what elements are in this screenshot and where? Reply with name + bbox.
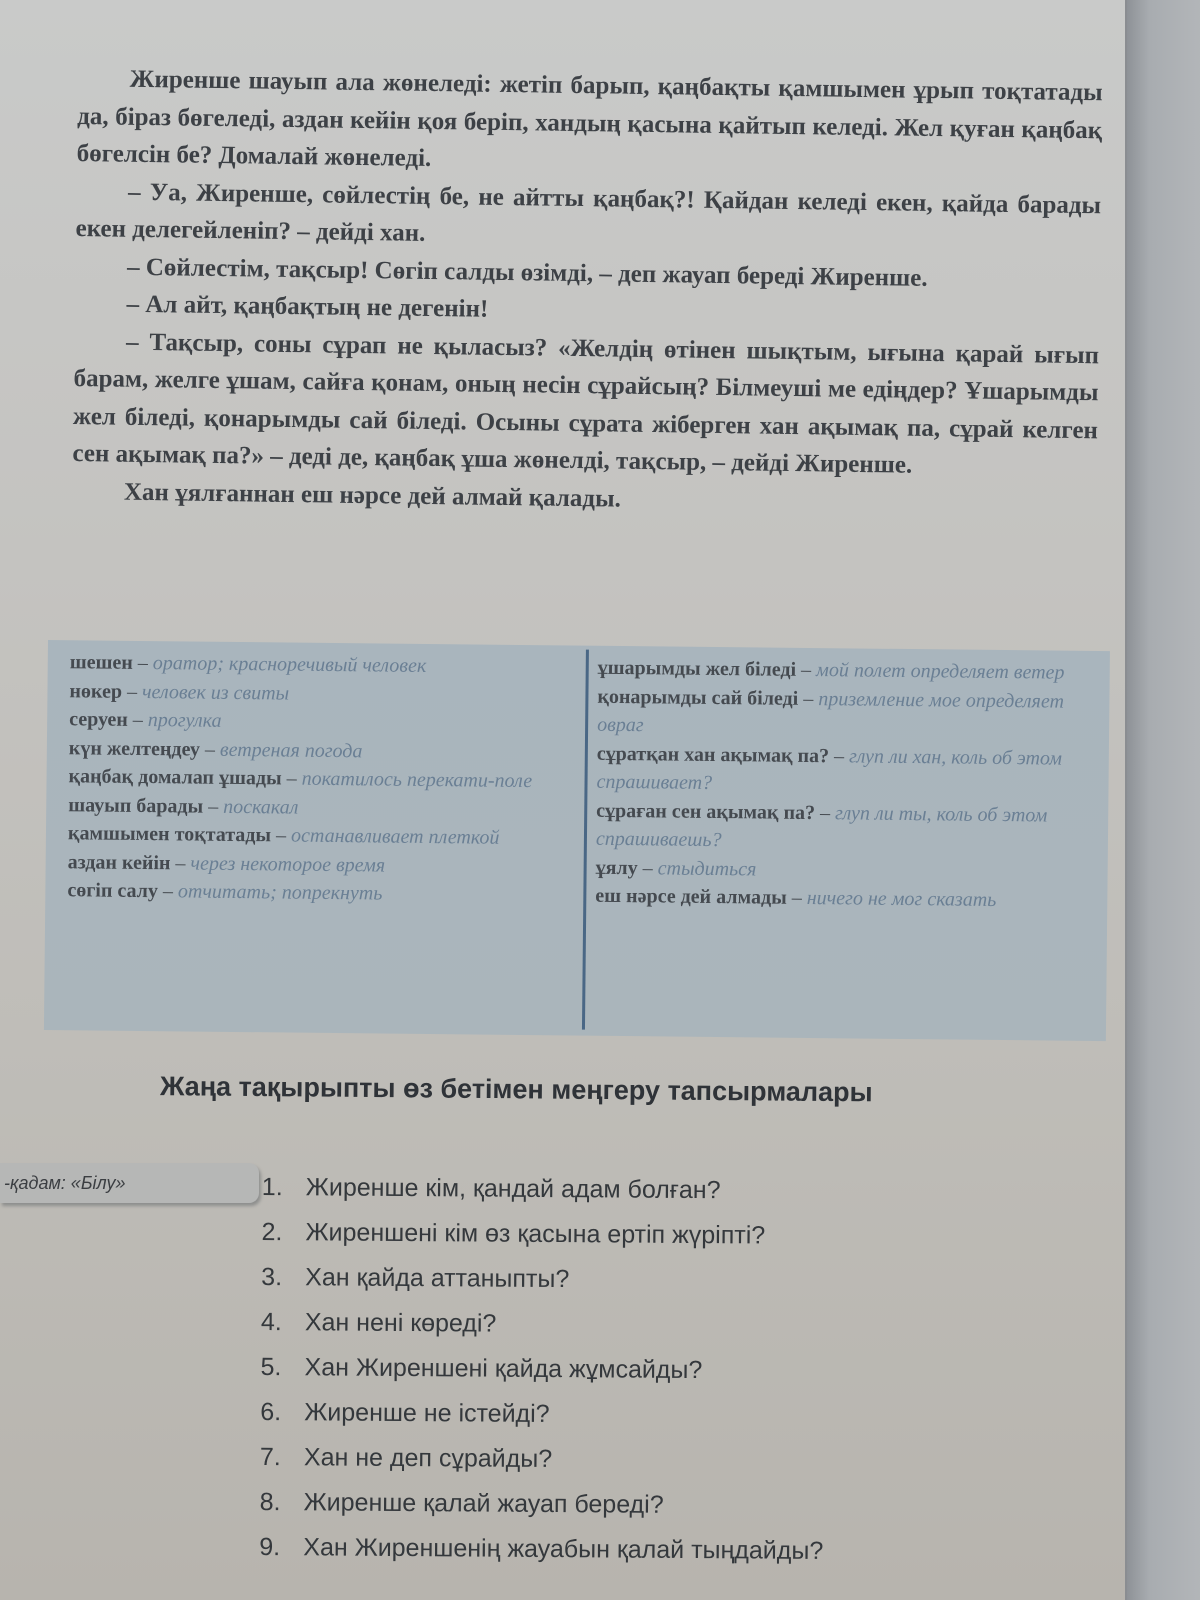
glossary-entry: шешен – оратор; красноречивый человек [69,651,427,677]
glossary-entry: қаңбақ домалап ұшады – покатилось перекати-поле [68,765,533,793]
question-item [261,1210,1081,1261]
glossary-entry: сұратқан хан ақымақ па? – глуп ли хан, коль об этом спрашивает? [596,742,1063,794]
section-heading: Жаңа тақырыпты өз бетімен меңгеру тапсырмалары [159,1071,873,1108]
question-text: Хан Жиреншенің жауабын қалай тыңдайды? [303,1533,824,1565]
glossary-translation: мой полет определяет ветер [816,659,1065,684]
glossary-translation: ничего не мог сказать [806,886,997,911]
glossary-left-column [67,648,570,910]
glossary-right-column [595,654,1098,916]
glossary-translation: ветреная погода [219,738,363,762]
glossary-translation: человек из свиты [141,680,290,705]
question-number: 2. [261,1217,283,1247]
glossary-term: сұраған сен ақымақ па? [596,799,816,824]
question-number: 3. [261,1262,283,1292]
glossary-translation: поскакал [223,795,299,819]
question-text: Жиренше кім, қандай адам болған? [305,1173,721,1205]
glossary-entry: еш нәрсе дей алмады – ничего не мог сказать [595,884,997,911]
glossary-translation: останавливает плеткой [290,824,500,849]
question-item [260,1435,1080,1486]
glossary-translation: приземление мое определяет овраг [597,687,1065,737]
glossary-translation: покатилось перекати-поле [301,767,533,793]
question-number: 4. [260,1307,282,1337]
glossary-term: серуен [69,708,128,731]
question-text: Хан нені көреді? [304,1308,497,1338]
glossary-entry: қамшымен тоқтатады – останавливает плеткой [67,822,500,849]
glossary-entry: аздан кейін – через некоторое время [67,850,386,877]
question-text: Жиренше не істейді? [304,1398,550,1429]
glossary-term: шауып барады [68,793,204,818]
glossary-term: еш нәрсе дей алмады [595,884,787,909]
glossary-entry: нөкер – человек из свиты [69,679,290,705]
glossary-term: қамшымен тоқтатады [67,822,272,847]
glossary-term: ұялу [595,856,638,879]
question-text: Хан Жиреншені қайда жұмсайды? [304,1353,703,1385]
question-item [261,1300,1081,1351]
glossary-divider [582,650,589,1030]
glossary-term: шешен [69,651,133,674]
glossary-term: аздан кейін [67,850,171,874]
question-text: Жиренше қалай жауап береді? [303,1488,664,1519]
glossary-translation: отчитать; попрекнуть [177,880,383,905]
glossary-term: сұратқан хан ақымақ па? [596,742,830,767]
glossary-term: нөкер [69,679,123,703]
question-number: 1. [261,1172,283,1202]
glossary-term: ұшарымды жел біледі [597,656,797,681]
question-text: Жиреншені кім өз қасына ертіп жүріпті? [305,1218,766,1250]
question-list [259,1165,1082,1576]
glossary-translation: через некоторое время [190,852,386,877]
glossary-translation: стыдиться [657,856,757,880]
glossary-entry: ұшарымды жел біледі – мой полет определяет ветер [597,656,1065,684]
story-paragraph: Хан ұялғаннан еш нәрсе дей алмай қалады. [123,478,622,513]
question-item [259,1525,1079,1576]
glossary-translation: оратор; красноречивый человек [152,652,427,677]
question-number: 9. [259,1532,281,1562]
story-text [72,60,1103,524]
glossary-entry: серуен – прогулка [69,708,222,732]
glossary-term: қаңбақ домалап ұшады [68,765,282,790]
question-number: 5. [260,1352,282,1382]
glossary-entry: қонарымды сай біледі – приземление мое определяет овраг [597,685,1065,737]
story-paragraph: – Уа, Жиренше, сөйлестің бе, не айтты қаңбақ?! Қайдан келеді екен, қайда барады екен делегейленіп? – дейді хан. [75,178,1102,247]
glossary-entry: сұраған сен ақымақ па? – глуп ли ты, коль об этом спрашиваешь? [595,799,1048,852]
next-page-edge [1125,0,1200,1600]
question-number: 8. [259,1487,281,1517]
question-item [262,1165,1082,1216]
question-item [260,1390,1080,1441]
story-paragraph: Жиренше шауып ала жөнеледі: жетіп барып, қаңбақты қамшымен ұрып тоқтатады да, біраз бөгеледі, аздан кейін қоя беріп, хандың қасына қайтып келеді. Жел қуған қаңбақ бөгелсін бе? Домалай жөнеледі. [76,65,1103,172]
glossary-translation: глуп ли хан, коль об этом спрашивает? [596,744,1063,794]
glossary-term: қонарымды сай біледі [597,685,799,710]
question-number: 7. [259,1442,281,1472]
step-label-tab: -қадам: «Білу» [0,1163,259,1203]
glossary-entry: сөгіп салу – отчитать; попрекнуть [67,879,383,905]
question-item [261,1255,1081,1306]
story-paragraph: – Ал айт, қаңбақтың не дегенін! [126,290,489,323]
glossary-translation: глуп ли ты, коль об этом спрашиваешь? [595,801,1048,852]
glossary-entry: күн желтеңдеу – ветреная погода [68,736,363,762]
glossary-entry: шауып барады – поскакал [68,793,299,819]
question-text: Хан қайда аттаныпты? [305,1263,570,1294]
question-text: Хан не деп сұрайды? [303,1443,553,1474]
question-item [260,1345,1080,1396]
story-paragraph: – Тақсыр, соны сұрап не қыласыз? «Желдің өтінен шықтым, ығына қарай ығып барам, желге ұшам, сайға қонам, оның несін сұрайсың? Білмеуші ме едіңдер? Ұшарымды жел біледі, қонарымды сай біледі. Осыны сұрата жіберген хан ақымақ па, сұрай келген сен ақымақ па?» – деді де, қаңбақ ұша жөнелді, тақсыр, – дейді Жиренше. [72,328,1100,479]
glossary-term: сөгіп салу [67,879,159,903]
question-item [259,1480,1079,1531]
glossary-translation: прогулка [147,709,222,732]
story-paragraph: – Сөйлестім, тақсыр! Сөгіп салды өзімді, – деп жауап береді Жиренше. [126,253,928,292]
question-number: 6. [260,1397,282,1427]
glossary-box [44,640,1110,1041]
glossary-term: күн желтеңдеу [68,736,201,761]
glossary-entry: ұялу – стыдиться [595,856,757,880]
